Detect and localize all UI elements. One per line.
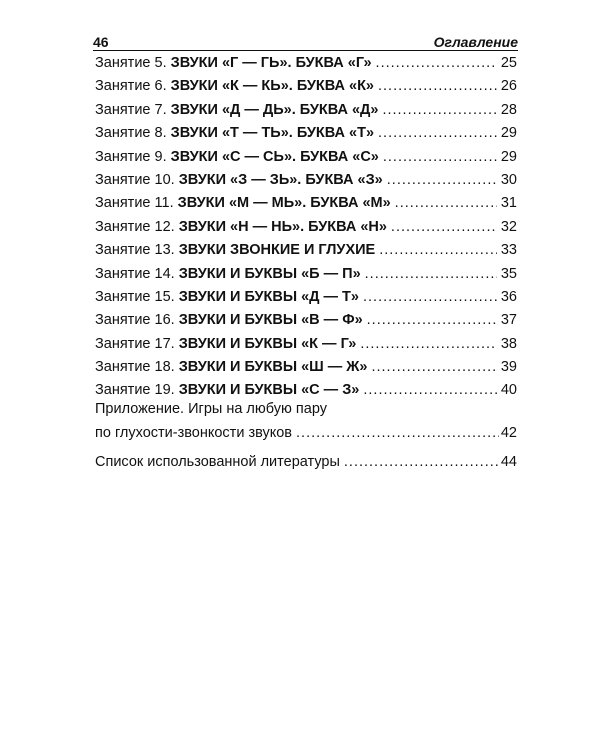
dot-leader: [378, 75, 497, 98]
page-number: 29: [500, 148, 517, 165]
references-line: [95, 450, 517, 474]
page-number: 39: [500, 359, 517, 376]
appendix-line-1: [95, 397, 517, 421]
appendix-subtitle: по глухости-звонкости звуков: [95, 425, 293, 441]
lesson-number: Занятие 13.: [95, 242, 179, 259]
dot-leader: [360, 333, 497, 356]
dot-leader: [365, 263, 497, 286]
toc-entry[interactable]: [95, 309, 517, 332]
appendix-page-number: 42: [500, 425, 517, 441]
lesson-title: ЗВУКИ «Д — ДЬ». БУКВА «Д»: [170, 101, 379, 118]
page-number: 37: [500, 312, 517, 329]
toc-entry[interactable]: [95, 263, 517, 286]
page-number: 32: [500, 218, 517, 235]
lesson-number: Занятие 12.: [95, 218, 179, 235]
page-number: 40: [500, 382, 517, 399]
page-number: 33: [500, 242, 517, 259]
lesson-title: ЗВУКИ «З — ЗЬ». БУКВА «З»: [178, 171, 383, 188]
dot-leader: [395, 192, 497, 215]
appendix-title: Приложение. Игры на любую пару: [95, 401, 327, 417]
lesson-title: ЗВУКИ «Н — НЬ». БУКВА «Н»: [178, 218, 387, 235]
appendix-line-2: [95, 421, 517, 445]
lesson-number: Занятие 14.: [95, 265, 179, 282]
toc-entry[interactable]: [95, 122, 517, 145]
references-entry[interactable]: [95, 450, 517, 474]
lesson-number: Занятие 10.: [95, 171, 179, 188]
dot-leader: [363, 286, 497, 309]
page-number: 26: [500, 78, 517, 95]
page-number: 36: [500, 288, 517, 305]
toc-entry[interactable]: [95, 333, 517, 356]
dot-leader: [367, 309, 497, 332]
dot-leader: [379, 239, 497, 262]
lesson-number: Занятие 6.: [95, 78, 171, 95]
lesson-title: ЗВУКИ И БУКВЫ «В — Ф»: [178, 312, 363, 329]
page-number: 29: [500, 125, 517, 142]
page-number: 31: [500, 195, 517, 212]
lesson-number: Занятие 15.: [95, 288, 179, 305]
lesson-number: Занятие 9.: [95, 148, 171, 165]
lesson-title: ЗВУКИ И БУКВЫ «С — З»: [178, 382, 360, 399]
lesson-number: Занятие 17.: [95, 335, 179, 352]
dot-leader: [376, 52, 497, 75]
dot-leader: [387, 169, 497, 192]
table-of-contents: [95, 52, 517, 403]
dot-leader: [382, 99, 497, 122]
lesson-number: Занятие 7.: [95, 101, 171, 118]
lesson-number: Занятие 18.: [95, 359, 179, 376]
dot-leader: [383, 146, 497, 169]
toc-entry[interactable]: [95, 239, 517, 262]
lesson-number: Занятие 5.: [95, 55, 171, 71]
lesson-title: ЗВУКИ И БУКВЫ «Ш — Ж»: [178, 359, 368, 376]
lesson-title: ЗВУКИ «М — МЬ». БУКВА «М»: [177, 195, 391, 212]
lesson-title: ЗВУКИ «Т — ТЬ». БУКВА «Т»: [170, 125, 375, 142]
toc-entry[interactable]: [95, 169, 517, 192]
page-number: 25: [500, 55, 517, 71]
toc-entry[interactable]: [95, 356, 517, 379]
toc-entry[interactable]: [95, 99, 517, 122]
lesson-title: ЗВУКИ И БУКВЫ «К — Г»: [178, 335, 357, 352]
toc-entry[interactable]: [95, 286, 517, 309]
dot-leader: [378, 122, 497, 145]
page-number: 38: [500, 335, 517, 352]
page-number: 30: [500, 171, 517, 188]
lesson-title: ЗВУКИ «К — КЬ». БУКВА «К»: [170, 78, 374, 95]
page-number: 46: [93, 34, 109, 50]
toc-entry[interactable]: [95, 75, 517, 98]
page-number: 35: [500, 265, 517, 282]
dot-leader: [296, 421, 499, 444]
lesson-title: ЗВУКИ И БУКВЫ «Д — Т»: [178, 288, 359, 305]
lesson-number: Занятие 16.: [95, 312, 179, 329]
page-header: [93, 28, 518, 50]
lesson-title: ЗВУКИ И БУКВЫ «Б — П»: [178, 265, 361, 282]
section-title: Оглавление: [433, 34, 518, 50]
dot-leader: [371, 356, 497, 379]
appendix-entry[interactable]: [95, 397, 517, 445]
lesson-number: Занятие 11.: [95, 195, 178, 212]
lesson-number: Занятие 8.: [95, 125, 171, 142]
lesson-number: Занятие 19.: [95, 382, 179, 399]
dot-leader: [391, 216, 497, 239]
toc-entry[interactable]: [95, 146, 517, 169]
references-label: Список использованной литературы: [95, 454, 340, 470]
toc-entry[interactable]: [95, 216, 517, 239]
toc-entry[interactable]: [95, 192, 517, 215]
toc-entry[interactable]: [95, 52, 517, 75]
lesson-title: ЗВУКИ «Г — ГЬ». БУКВА «Г»: [170, 55, 372, 71]
references-page-number: 44: [500, 454, 517, 470]
lesson-title: ЗВУКИ ЗВОНКИЕ И ГЛУХИЕ: [178, 242, 376, 259]
header-rule: [93, 50, 518, 51]
dot-leader: [344, 450, 499, 473]
lesson-title: ЗВУКИ «С — СЬ». БУКВА «С»: [170, 148, 379, 165]
page-number: 28: [500, 101, 517, 118]
